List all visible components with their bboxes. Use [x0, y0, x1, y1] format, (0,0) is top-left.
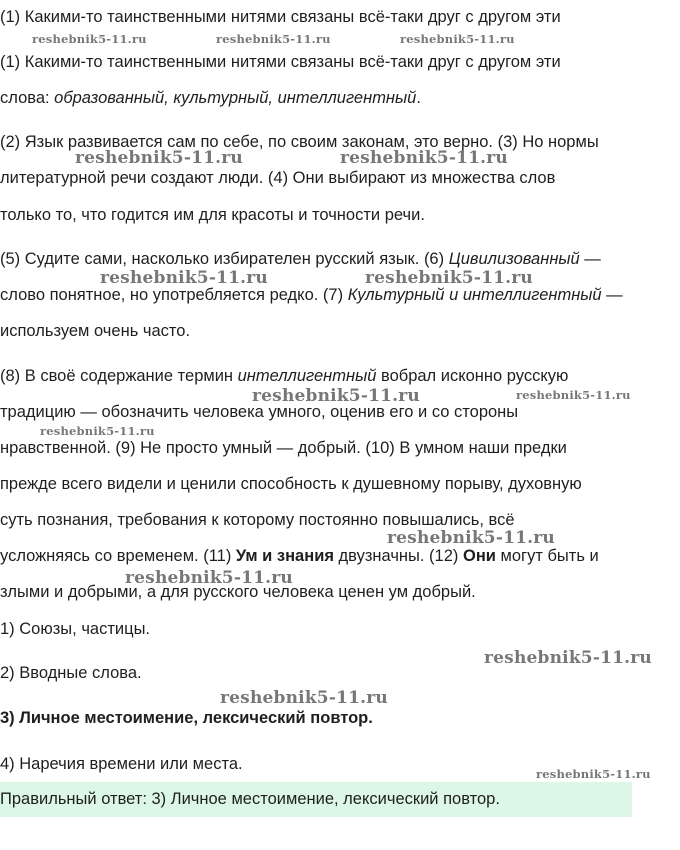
- text-fragment: —: [579, 250, 601, 268]
- text-line-15: [0, 547, 599, 566]
- watermark: reshebnik5-11.ru: [125, 568, 293, 588]
- watermark: reshebnik5-11.ru: [400, 32, 515, 46]
- text-line-10: [0, 367, 568, 386]
- italic-words: Культурный и интеллигентный: [347, 286, 602, 304]
- text-fragment: (8) В своё содержание термин: [0, 367, 238, 385]
- watermark: reshebnik5-11.ru: [32, 32, 147, 46]
- watermark: reshebnik5-11.ru: [387, 528, 555, 548]
- text-line-9: используем очень часто.: [0, 322, 191, 340]
- watermark: reshebnik5-11.ru: [40, 424, 155, 438]
- option-4: 4) Наречия времени или места.: [0, 755, 243, 773]
- text-line-5: литературной речи создают люди. (4) Они выбирают из множества слов: [0, 169, 556, 187]
- watermark: reshebnik5-11.ru: [365, 268, 533, 288]
- watermark: reshebnik5-11.ru: [252, 386, 420, 406]
- text-fragment: вобрал исконно русскую: [376, 367, 569, 385]
- text-line-4: (2) Язык развивается сам по себе, по своим законам, это верно. (3) Но нормы: [0, 133, 599, 151]
- watermark: reshebnik5-11.ru: [484, 648, 652, 668]
- text-line-3: [0, 89, 421, 108]
- text-fragment: слова:: [0, 89, 55, 107]
- text-fragment: могут быть и: [495, 547, 599, 565]
- italic-word: интеллигентный: [237, 367, 377, 385]
- text-line-7: [0, 250, 601, 269]
- italic-words: образованный, культурный, интеллигентный: [54, 89, 417, 107]
- text-line-8: [0, 286, 623, 305]
- option-1: 1) Союзы, частицы.: [0, 620, 151, 638]
- text-line-16: злыми и добрыми, а для русского человека ценен ум добрый.: [0, 583, 476, 601]
- watermark: reshebnik5-11.ru: [536, 767, 651, 781]
- watermark: reshebnik5-11.ru: [516, 388, 631, 402]
- watermark: reshebnik5-11.ru: [216, 32, 331, 46]
- watermark: reshebnik5-11.ru: [100, 268, 268, 288]
- text-line-12: нравственной. (9) Не просто умный — добрый. (10) В умном наши предки: [0, 439, 567, 457]
- option-2: 2) Вводные слова.: [0, 664, 142, 682]
- text-fragment: усложняясь со временем. (11): [0, 547, 236, 565]
- text-fragment: .: [416, 89, 421, 107]
- watermark: reshebnik5-11.ru: [340, 148, 508, 168]
- text-line-14: суть познания, требования к которому постоянно повышались, всё: [0, 511, 515, 529]
- watermark: reshebnik5-11.ru: [75, 148, 243, 168]
- text-line-13: прежде всего видели и ценили способность к душевному порыву, духовную: [0, 475, 582, 493]
- italic-word: Цивилизованный: [448, 250, 580, 268]
- text-fragment: двузначны. (12): [333, 547, 463, 565]
- text-line-11: традицию — обозначить человека умного, оценив его и со стороны: [0, 403, 519, 421]
- text-fragment: (5) Судите сами, насколько избирателен русский язык. (6): [0, 250, 449, 268]
- text-line-1: (1) Какими-то таинственными нитями связаны всё-таки друг с другом эти: [0, 8, 561, 26]
- bold-word: Они: [463, 547, 496, 565]
- bold-words: Ум и знания: [235, 547, 334, 565]
- text-fragment: —: [601, 286, 623, 304]
- text-line-2: (1) Какими-то таинственными нитями связаны всё-таки друг с другом эти: [0, 53, 561, 71]
- text-line-6: только то, что годится им для красоты и точности речи.: [0, 206, 425, 224]
- text-fragment: слово понятное, но употребляется редко. (7): [0, 286, 348, 304]
- correct-answer-text: Правильный ответ: 3) Личное местоимение, лексический повтор.: [0, 790, 500, 808]
- watermark: reshebnik5-11.ru: [220, 688, 388, 708]
- option-3-highlighted: 3) Личное местоимение, лексический повтор.: [0, 709, 373, 727]
